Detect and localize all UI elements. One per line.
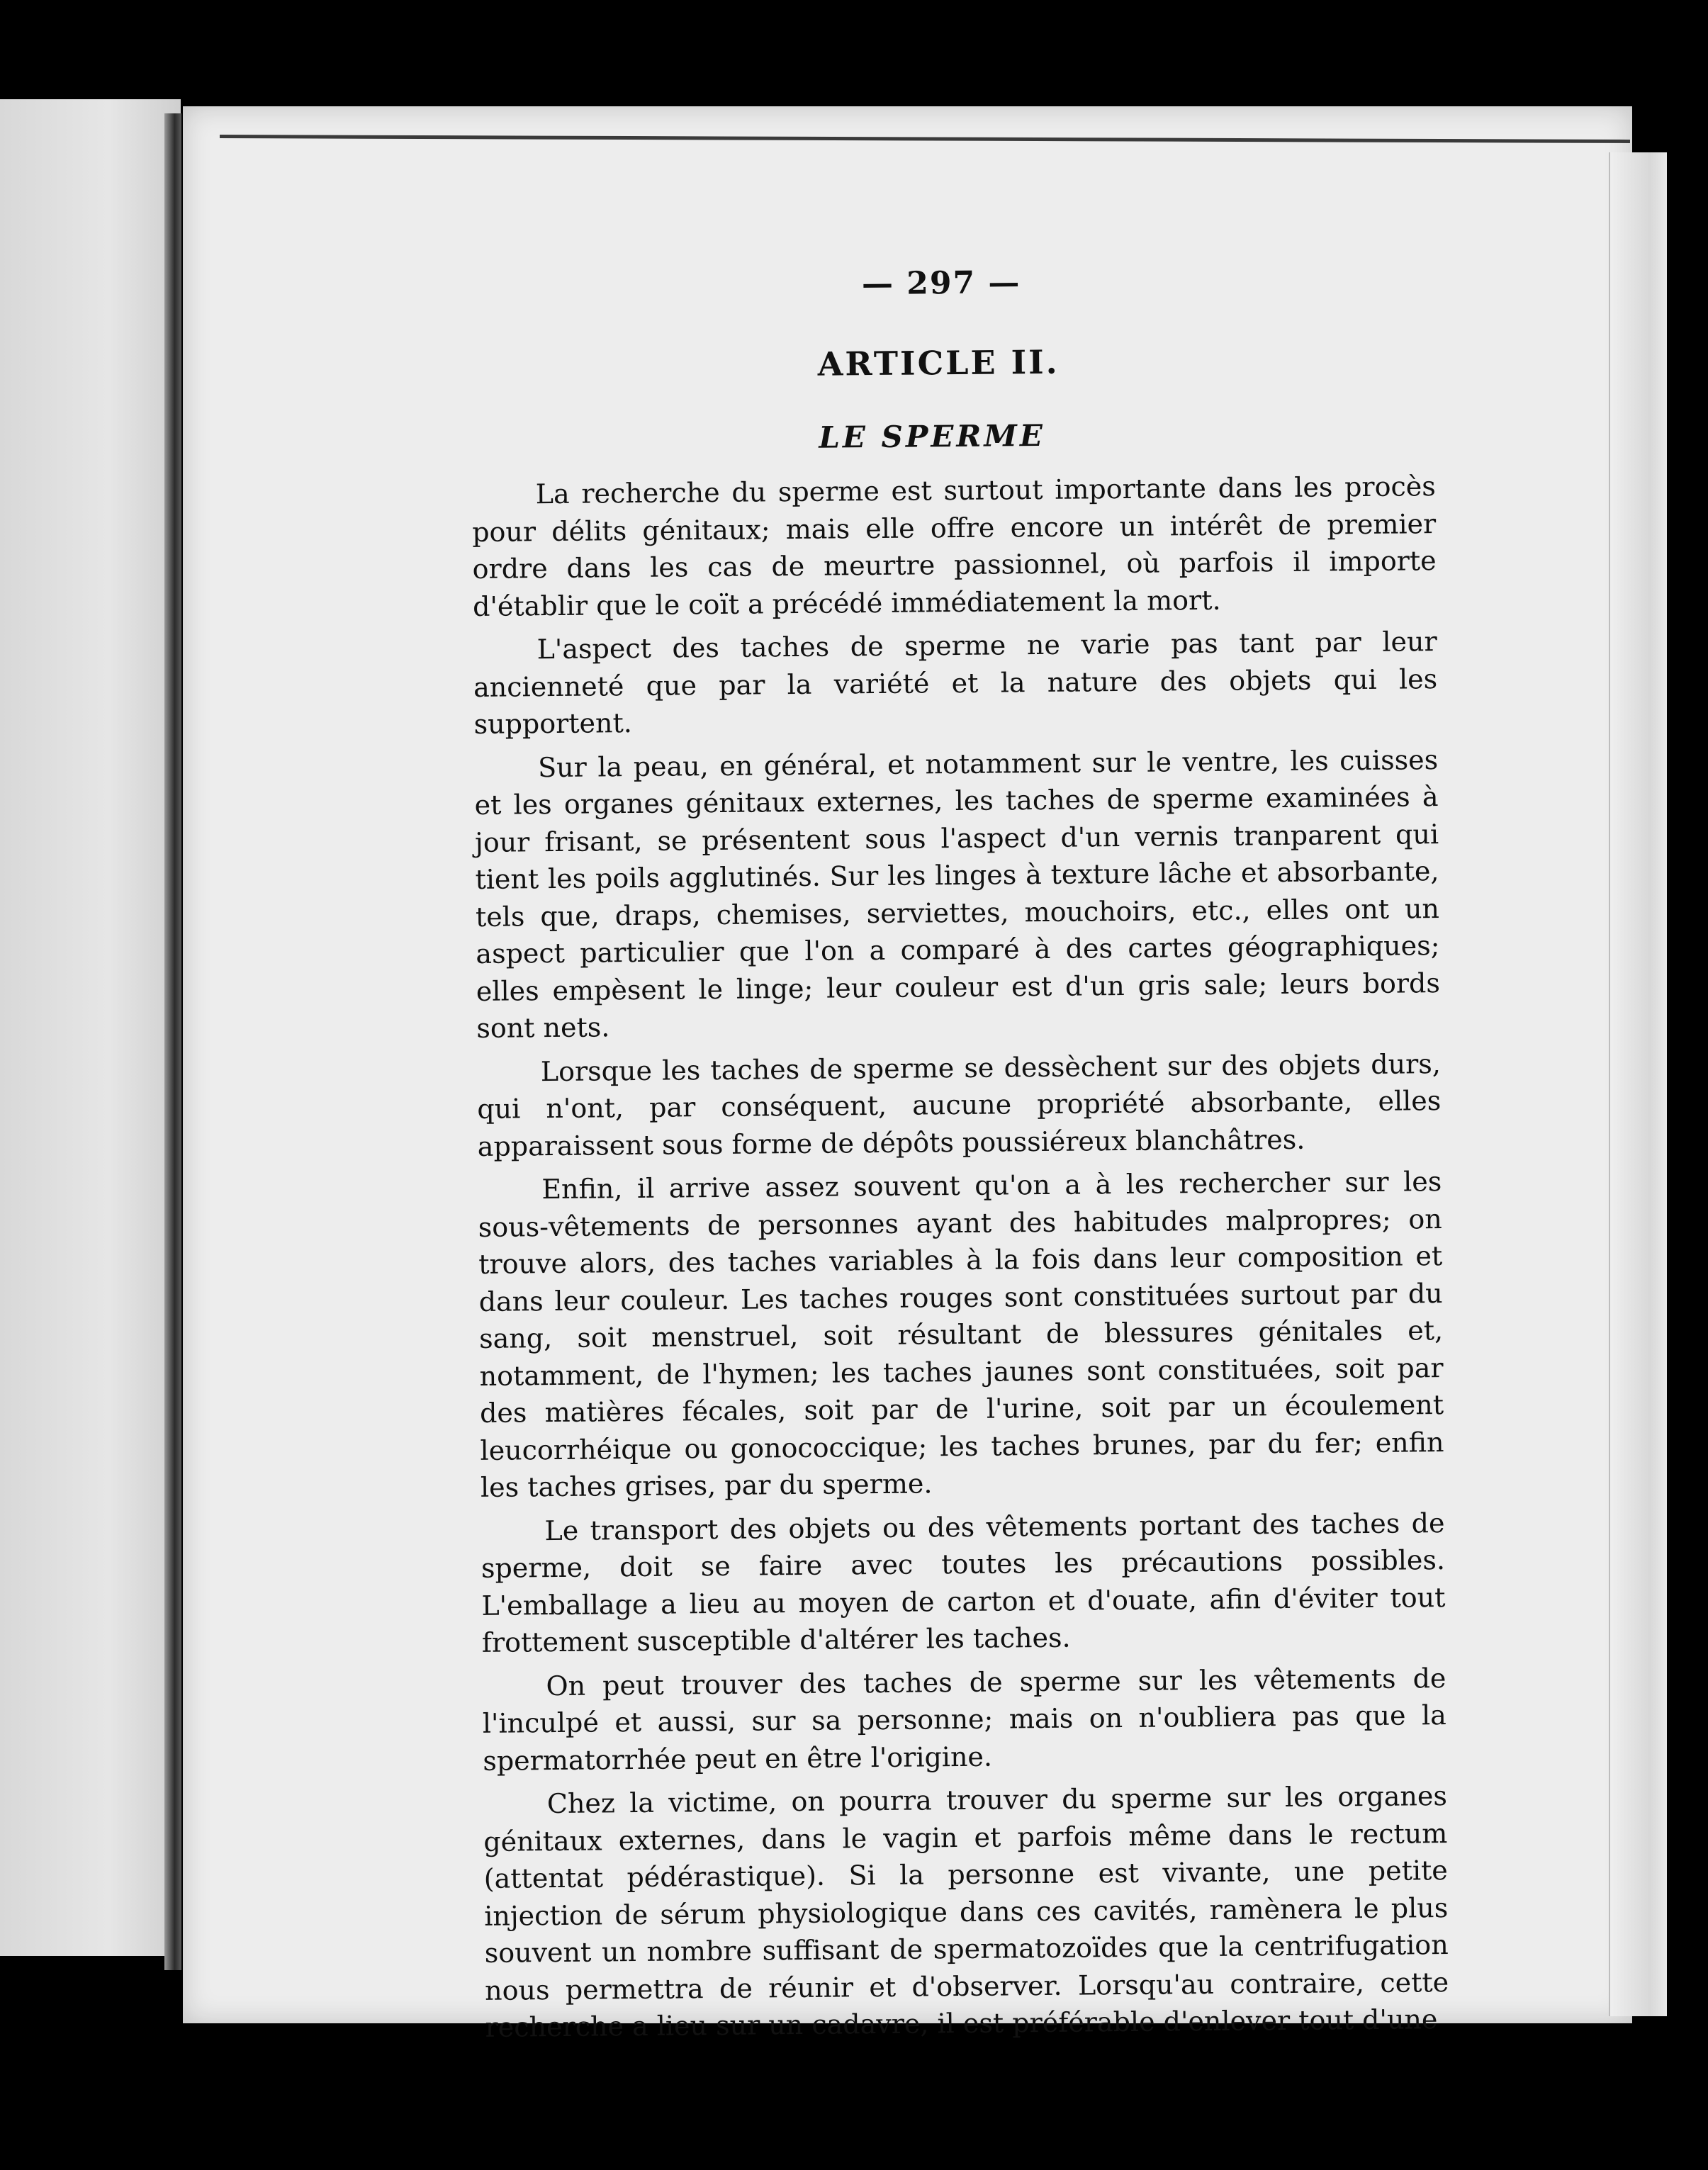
- article-subtitle: LE SPERME: [819, 417, 1046, 455]
- previous-page-edge: [0, 99, 181, 1956]
- paragraph: L'aspect des taches de sperme ne varie pas tant par leur ancienneté que par la variété et la nature des objets qui les supportent.: [473, 626, 1438, 740]
- paragraph: Enfin, il arrive assez souvent qu'on a à les rechercher sur les sous-vêtements de personnes ayant des habitudes malpropres; on trouve alors, des taches variables à la fois dans leur composition et dans leur couleur. Les taches rouges sont constituées surtout par du sang, soit menstruel, soit résultant de blessures génitales et, notamment, de l'hymen; les taches jaunes sont constituées, soit par des matières fécales, soit par de l'urine, soit par un écoulement leucorrhéique ou gonococcique; les taches brunes, par du fer; enfin les taches grises, par du sperme.: [478, 1166, 1444, 1503]
- paragraph: On peut trouver des taches de sperme sur les vêtements de l'inculpé et aussi, sur sa personne; mais on n'oubliera pas que la spermatorrhée peut en être l'origine.: [482, 1662, 1447, 1777]
- paragraph: Sur la peau, en général, et notamment sur le ventre, les cuisses et les organes génitaux externes, les taches de sperme examinées à jour frisant, se présentent sous l'aspect d'un vernis tranparent qui tient les poils agglutinés. Sur les linges à texture lâche et absorbante, tels que, draps, chemises, serviettes, mouchoirs, etc., elles ont un aspect particulier que l'on a comparé à des cartes géographiques; elles empèsent le linge; leur couleur est d'un gris sale; leurs bords sont nets.: [474, 743, 1441, 1044]
- paragraph: La recherche du sperme est surtout importante dans les procès pour délits génitaux; mais elle offre encore un intérêt de premier ordre dans les cas de meurtre passionnel, où parfois il importe d'établir que le coït a précédé immédiatement la mort.: [472, 471, 1437, 622]
- page-number: — 297 —: [861, 264, 1021, 303]
- page-text: [470, 261, 1449, 2052]
- paragraph: Lorsque les taches de sperme se dessèchent sur des objets durs, qui n'ont, par conséquent, aucune propriété absorbante, elles apparaissent sous forme de dépôts poussiéreux blanchâtres.: [477, 1047, 1442, 1162]
- book-gutter: [164, 113, 181, 1970]
- article-title: ARTICLE II.: [817, 342, 1060, 383]
- paragraph: Le transport des objets ou des vêtements portant des taches de sperme, doit se faire avec toutes les précautions possibles. L'emballage a lieu au moyen de carton et d'ouate, afin d'éviter tout frottement susceptible d'altérer les taches.: [481, 1507, 1446, 1658]
- paragraph: Chez la victime, on pourra trouver du sperme sur les organes génitaux externes, dans le vagin et parfois même dans le rectum (attentat pédérastique). Si la personne est vivante, une petite injection de sérum physiologique dans ces cavités, ramènera le plus souvent un nombre suffisant de spermatozoïdes que la centrifugation nous permettra de réunir et d'observer. Lorsqu'au contraire, cette recherche a lieu sur un cadavre, il est préférable d'enlever tout d'une: [483, 1780, 1449, 2043]
- page-stack-edge: [1609, 152, 1667, 2016]
